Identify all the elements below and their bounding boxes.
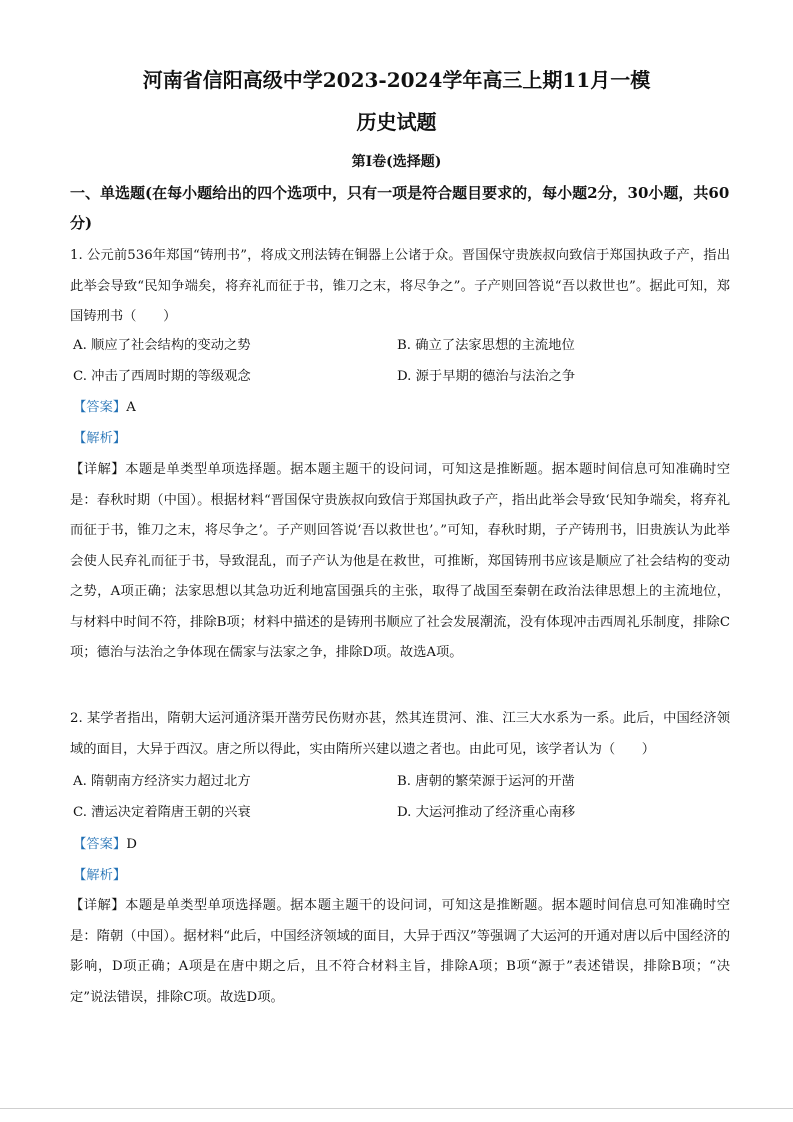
q1-answer: 【答案】A <box>73 400 136 415</box>
question-2-stem: 2. 某学者指出，隋朝大运河通济渠开凿劳民伤财亦甚，然其连贯河、淮、江三大水系为一系。此后，中国经济领域的面目，大异于西汉。唐之所以得此，实由隋所兴建以遗之者也。由此可见，该学者认为（ ） <box>70 711 730 757</box>
q2-answer-value: D <box>126 837 137 852</box>
q1-option-d: D. 源于早期的德治与法治之争 <box>397 369 576 384</box>
q1-option-c: C. 冲击了西周时期的等级观念 <box>73 369 251 384</box>
q2-analysis-label: 【解析】 <box>73 868 127 883</box>
section-heading: 一、单选题(在每小题给出的四个选项中，只有一项是符合题目要求的，每小题2分，30小题，共60分) <box>70 184 730 232</box>
q2-option-c: C. 漕运决定着隋唐王朝的兴衰 <box>73 805 251 820</box>
q1-detail: 【详解】本题是单类型单项选择题。据本题主题干的设问词，可知这是推断题。据本题时间信息可知准确时空是：春秋时期（中国）。根据材料“晋国保守贵族叔向致信于郑国执政子产，指出此举会导致‘民知争端矣，将弃礼而征于书，锥刀之末，将尽争之’。子产则回答说‘吾以救世也’。”可知，春秋时期，子产铸刑书，旧贵族认为此举会使人民弃礼而征于书，导致混乱，而子产认为他是在救世，可推断，郑国铸刑书应该是顺应了社会结构的变动之势，A项正确；法家思想以其急功近利地富国强兵的主张，取得了战国至秦朝在政治法律思想上的主流地位，与材料中时间不符，排除B项；材料中描述的是铸刑书顺应了社会发展潮流，没有体现冲击西周礼乐制度，排除C项；德治与法治之争体现在儒家与法家之争，排除D项。故选A项。 <box>70 462 731 660</box>
q2-detail: 【详解】本题是单类型单项选择题。据本题主题干的设问词，可知这是推断题。据本题时间信息可知准确时空是：隋朝（中国）。据材料“此后，中国经济领域的面目，大异于西汉”等强调了大运河的开通对唐以后中国经济的影响，D项正确；A项是在唐中期之后，且不符合材料主旨，排除A项；B项“源于”表述错误，排除B项；“决定”说法错误，排除C项。故选D项。 <box>70 898 731 1005</box>
q2-option-b: B. 唐朝的繁荣源于运河的开凿 <box>397 774 575 789</box>
q1-option-b: B. 确立了法家思想的主流地位 <box>397 338 575 353</box>
page-bottom-rule <box>0 1108 793 1109</box>
q1-option-a: A. 顺应了社会结构的变动之势 <box>73 338 251 353</box>
exam-title: 河南省信阳高级中学2023-2024学年高三上期11月一模 <box>142 68 651 92</box>
q2-answer: 【答案】D <box>73 837 137 852</box>
volume-heading: 第Ⅰ卷(选择题) <box>351 154 442 170</box>
q1-analysis-label: 【解析】 <box>73 431 127 446</box>
q1-answer-value: A <box>126 400 136 415</box>
q2-option-d: D. 大运河推动了经济重心南移 <box>397 805 576 820</box>
subject-title: 历史试题 <box>356 110 437 134</box>
q2-option-a: A. 隋朝南方经济实力超过北方 <box>73 774 251 789</box>
question-1-stem: 1. 公元前536年郑国“铸刑书”，将成文刑法铸在铜器上公诸于众。晋国保守贵族叔向致信于郑国执政子产，指出此举会导致“民知争端矣，将弃礼而征于书，锥刀之末，将尽争之”。子产则回答说“吾以救世也”。据此可知，郑国铸刑书（ ） <box>70 248 730 324</box>
